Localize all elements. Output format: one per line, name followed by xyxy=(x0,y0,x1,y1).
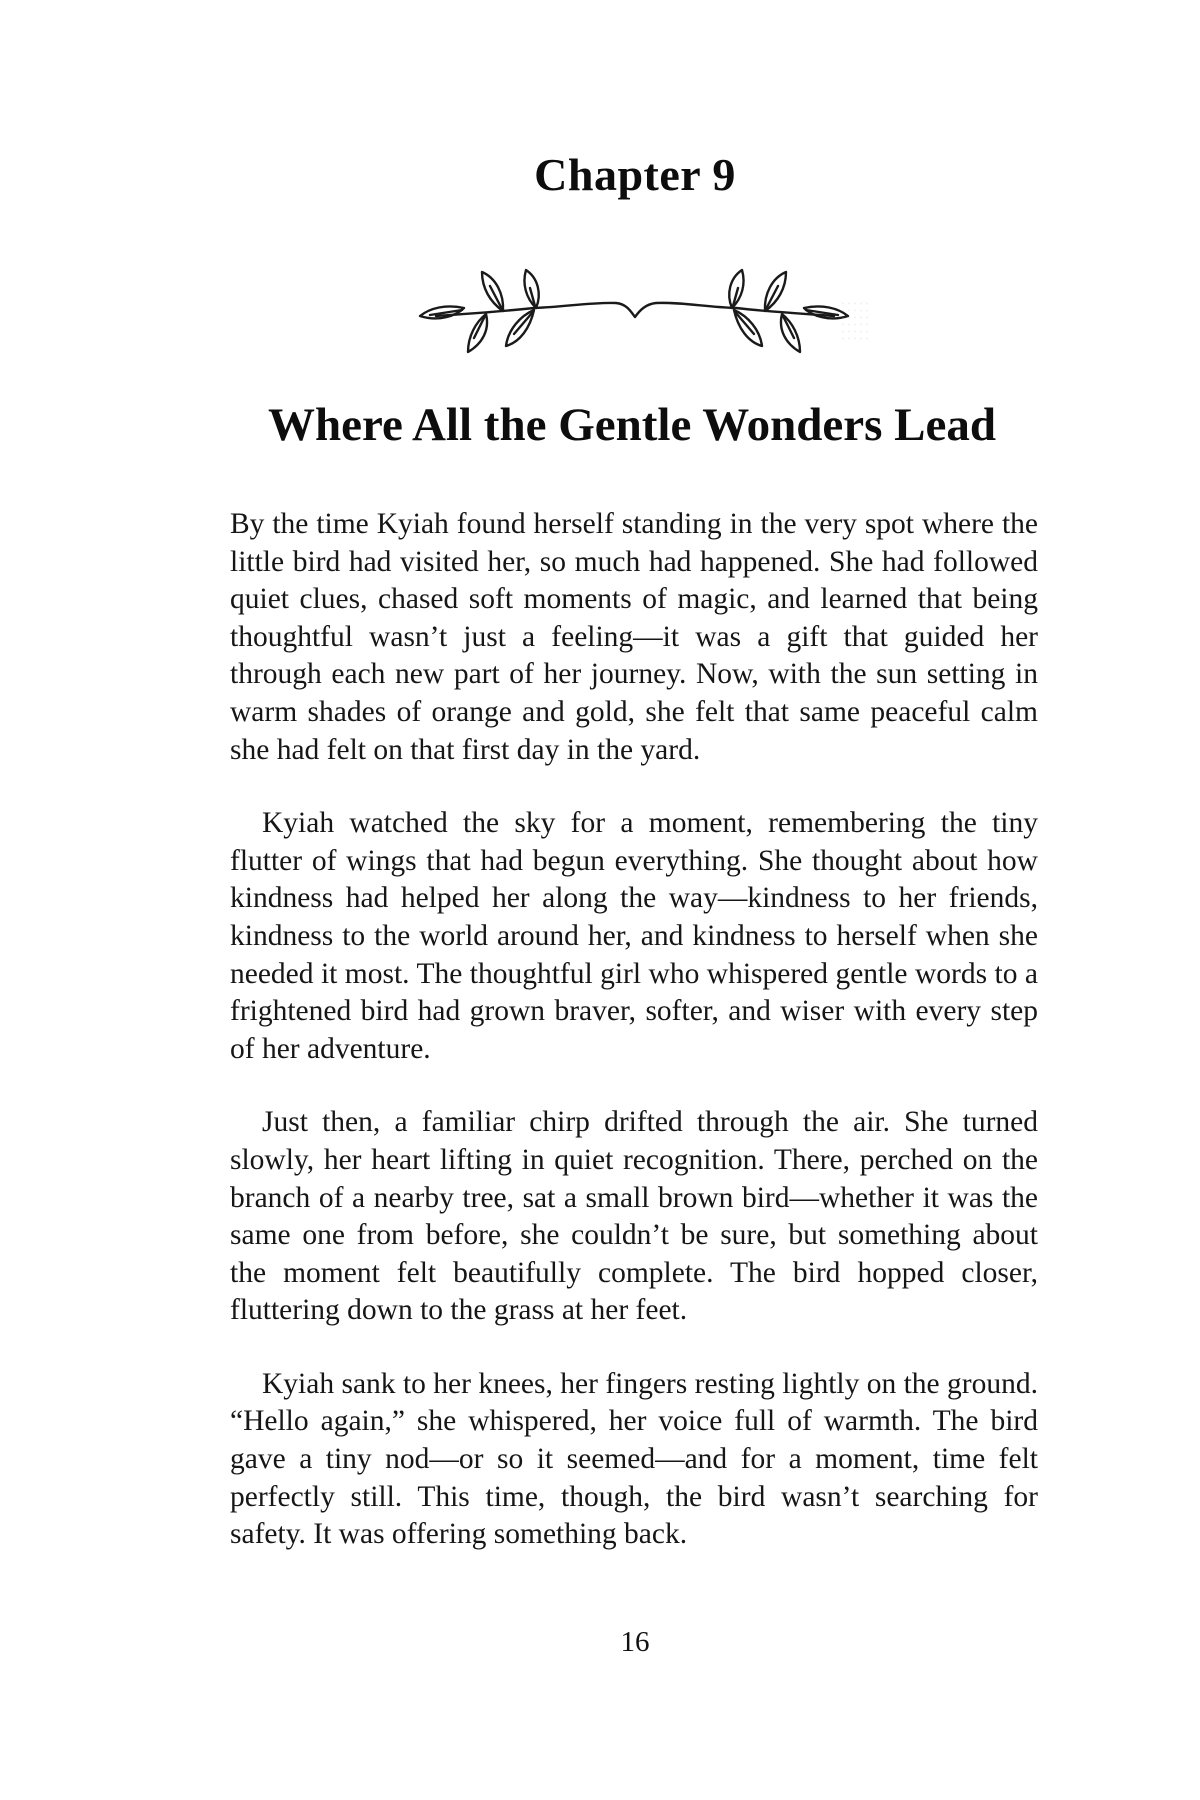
paragraph-4: Kyiah sank to her knees, her fingers resting lightly on the ground. “Hello again,” she whispered, her voice full of warmth. The bird gave a tiny nod—or so it seemed—and for a moment, time felt perfectly still. This time, though, the bird wasn’t searching for safety. It was offering something back. xyxy=(230,1367,1038,1551)
chapter-number-heading: Chapter 9 xyxy=(534,149,736,200)
chapter-title-heading: Where All the Gentle Wonders Lead xyxy=(267,399,997,451)
paragraph-2: Kyiah watched the sky for a moment, remembering the tiny flutter of wings that had begun everything. She thought about how kindness had helped her along the way—kindness to her friends, kindness to the world around her, and kindness to herself when she needed it most. The thoughtful girl who whispered gentle words to a frightened bird had grown braver, softer, and wiser with every step of her adventure. xyxy=(230,807,1038,1065)
chapter-body xyxy=(230,506,1038,1590)
paragraph-1: By the time Kyiah found herself standing in the very spot where the little bird had visited her, so much had happened. She had followed quiet clues, chased soft moments of magic, and learned that being thoughtful wasn’t just a feeling—it was a gift that guided her through each new part of her journey. Now, with the sun setting in warm shades of orange and gold, she felt that same peaceful calm she had felt on that first day in the yard. xyxy=(230,508,1038,766)
scan-speckle xyxy=(840,300,870,340)
paragraph-3: Just then, a familiar chirp drifted through the air. She turned slowly, her heart lifting in quiet recognition. There, perched on the branch of a nearby tree, sat a small brown bird—whether it was the same one from before, she couldn’t be sure, but something about the moment felt beautifully complete. The bird hopped closer, fluttering down to the grass at her feet. xyxy=(230,1106,1038,1327)
leaf-branch-divider-icon xyxy=(416,258,852,356)
page-number: 16 xyxy=(620,1626,650,1658)
